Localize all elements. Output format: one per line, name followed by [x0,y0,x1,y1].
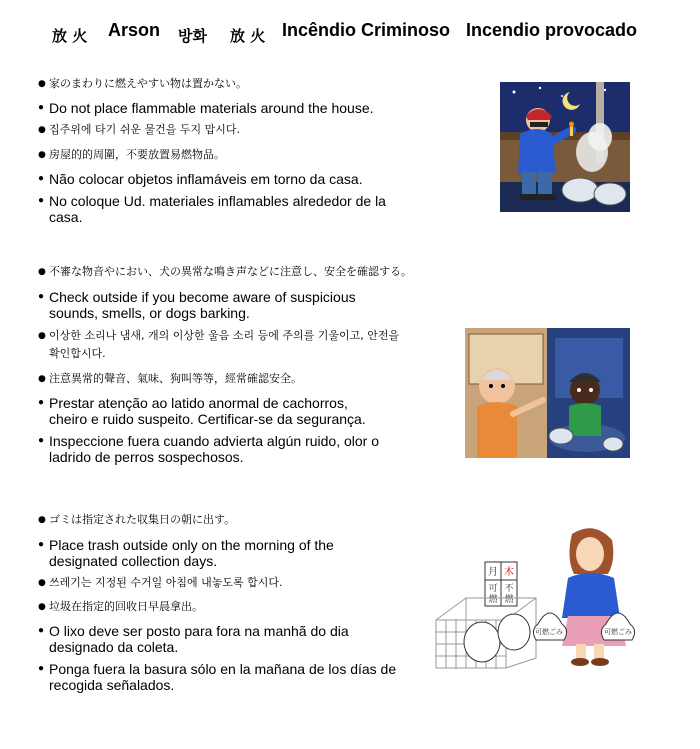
list-item: ● 垃圾在指定的回收日早晨拿出。 [38,599,458,615]
list-item: ● 不審な物音やにおい、犬の異常な鳴き声などに注意し、安全を確認する。 [38,264,489,280]
trash-bag-label: 可燃ごみ [535,628,563,636]
list-item: ● Ponga fuera la basura sólo en la mañana de los días de recogida señalados. [38,661,409,693]
title-english: Arson [108,20,161,40]
svg-text:燃: 燃 [504,595,514,605]
arsonist-night-illustration [500,82,630,212]
list-item: ● 집주위에 타기 쉬운 물건을 두지 맙시다. [38,122,458,138]
svg-text:不: 不 [504,584,514,594]
svg-text:可: 可 [488,584,498,594]
list-item: ● Prestar atenção ao latido anormal de cachorros, cheiro e ruido suspeito. Certificar-se da segurança. [38,395,389,427]
title-japanese: 放 火 [52,27,88,45]
list-item: ● Não colocar objetos inflamáveis em torno da casa. [38,171,458,187]
list-item: ● Place trash outside only on the morning of the designated collection days. [38,537,379,569]
title-spanish: Incendio provocado [466,20,638,40]
calendar-day-thu: 木 [504,567,514,578]
list-item: ● 이상한 소리나 냄새, 개의 이상한 울음 소리 등에 주의를 기울이고, 안전을 확인합시다. [38,327,404,363]
title-korean: 방화 [178,27,207,45]
suspicious-person-illustration [465,328,630,458]
list-item: ● 房屋的的周圍，不要放置易燃物品。 [38,147,458,163]
list-item: ● O lixo deve ser posto para fora na manhã do dia designado da coleta. [38,623,389,655]
list-item: ● 注意異常的聲音、氣味、狗叫等等，經常確認安全。 [38,371,458,387]
list-item: ● No coloque Ud. materiales inflamables alrededor de la casa. [38,193,404,225]
list-item: ● Check outside if you become aware of suspicious sounds, smells, or dogs barking. [38,289,389,321]
calendar-day-mon: 月 [488,567,498,578]
trash-bag-label: 可燃ごみ [604,628,632,636]
title-portuguese: Incêndio Criminoso [282,20,451,40]
title-row [0,20,700,48]
title-chinese: 放 火 [230,27,266,45]
section-flammables [38,76,458,225]
section-suspicious [38,264,458,465]
list-item: ● Inspeccione fuera cuando advierta algún ruido, olor o ladrido de perros sospechosos. [38,433,409,465]
list-item: ● 쓰레기는 지정된 수거일 아침에 내놓도록 합시다. [38,575,458,591]
section-trash [38,512,458,693]
list-item: ● 家のまわりに燃えやすい物は置かない。 [38,76,458,92]
svg-text:燃: 燃 [488,595,498,605]
list-item: ● Do not place flammable materials around the house. [38,100,458,116]
trash-collection-illustration [434,520,639,670]
list-item: ● ゴミは指定された収集日の朝に出す。 [38,512,458,528]
